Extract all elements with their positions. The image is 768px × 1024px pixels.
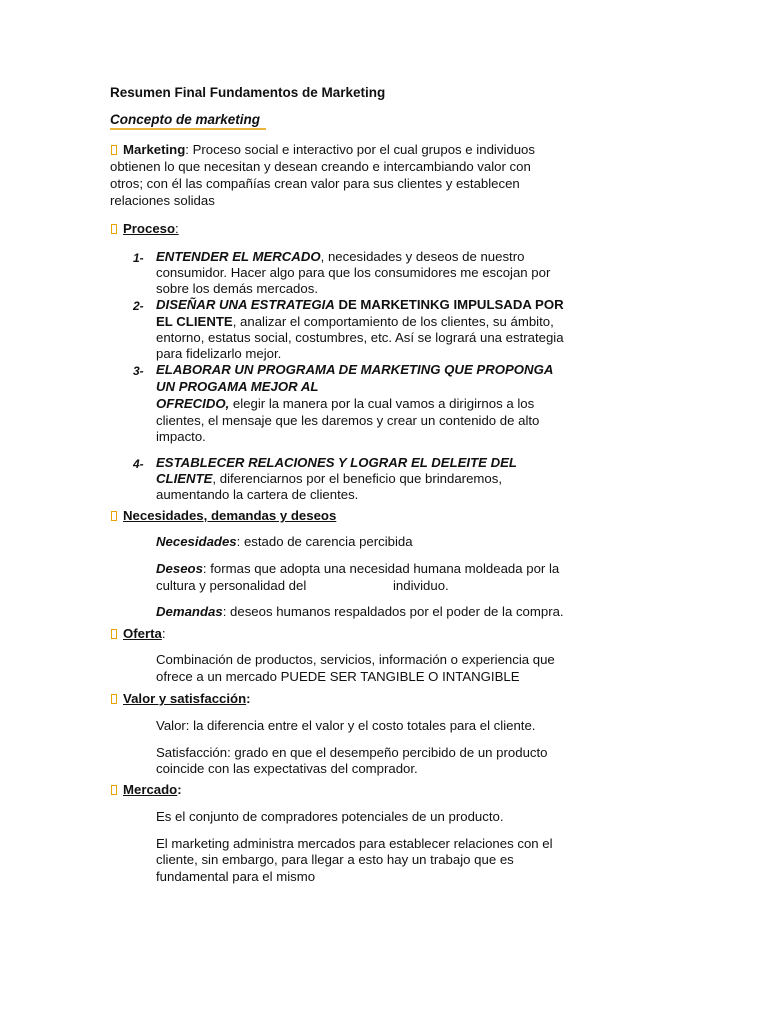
satisfaccion-line-1: Satisfacción: grado en que el desempeño percibido de un producto <box>156 745 548 760</box>
document-title: Resumen Final Fundamentos de Marketing <box>110 85 386 100</box>
list-item-line: DISEÑAR UNA ESTRATEGIA DE MARKETINKG IMPULSADA POR <box>156 297 564 312</box>
list-item-line: aumentando la cartera de clientes. <box>156 487 359 502</box>
section-subtitle: Concepto de marketing <box>110 112 261 127</box>
mercado-heading: Mercado: <box>123 782 182 797</box>
bullet-icon <box>111 224 117 234</box>
list-item-line: para fidelizarlo mejor. <box>156 346 282 361</box>
list-item-line: consumidor. Hacer algo para que los consumidores me escojan por <box>156 265 551 280</box>
list-item-line: impacto. <box>156 429 206 444</box>
list-item-line: OFRECIDO, elegir la manera por la cual vamos a dirigirnos a los <box>156 396 535 411</box>
list-item-line: UN PROGAMA MEJOR AL <box>156 379 319 394</box>
marketing-line-1: Marketing: Proceso social e interactivo por el cual grupos e individuos <box>123 142 535 157</box>
satisfaccion-line-2: coincide con las expectativas del comprador. <box>156 761 418 776</box>
mercado-paragraph-1: Es el conjunto de compradores potenciales de un producto. <box>156 809 504 824</box>
mercado-paragraph-2-line-3: fundamental para el mismo <box>156 869 316 884</box>
list-item-line: EL CLIENTE, analizar el comportamiento de los clientes, su ámbito, <box>156 314 554 329</box>
necesidades-definition: Necesidades: estado de carencia percibida <box>156 534 413 549</box>
list-item-line: ELABORAR UN PROGRAMA DE MARKETING QUE PROPONGA <box>156 362 554 377</box>
necesidades-heading: Necesidades, demandas y deseos <box>123 508 337 523</box>
valor-line: Valor: la diferencia entre el valor y el costo totales para el cliente. <box>156 718 536 733</box>
mercado-paragraph-2-line-2: cliente, sin embargo, para llegar a esto hay un trabajo que es <box>156 852 514 867</box>
bullet-icon <box>111 629 117 639</box>
list-item-line: ENTENDER EL MERCADO, necesidades y deseos de nuestro <box>156 249 525 264</box>
list-item-line: clientes, el mensaje que les daremos y crear un contenido de alto <box>156 413 540 428</box>
proceso-heading: Proceso: <box>123 221 179 236</box>
deseos-definition-line-2a: cultura y personalidad del <box>156 578 307 593</box>
list-item-line: sobre los demás mercados. <box>156 281 318 296</box>
list-number: 3- <box>133 364 144 378</box>
list-number: 1- <box>133 251 144 265</box>
oferta-line-1: Combinación de productos, servicios, información o experiencia que <box>156 652 555 667</box>
bullet-icon <box>111 145 117 155</box>
deseos-definition-line-2b: individuo. <box>393 578 449 593</box>
list-item-line: entorno, estatus social, costumbres, etc. Así se logrará una estrategia <box>156 330 564 345</box>
bullet-icon <box>111 511 117 521</box>
bullet-icon <box>111 694 117 704</box>
mercado-paragraph-2-line-1: El marketing administra mercados para establecer relaciones con el <box>156 836 553 851</box>
bullet-icon <box>111 785 117 795</box>
deseos-definition-line-1: Deseos: formas que adopta una necesidad humana moldeada por la <box>156 561 560 576</box>
demandas-definition: Demandas: deseos humanos respaldados por el poder de la compra. <box>156 604 564 619</box>
marketing-line-3: otros; con él las compañías crean valor para sus clientes y establecen <box>110 176 520 191</box>
list-number: 4- <box>133 457 144 471</box>
marketing-line-2: obtienen lo que necesitan y desean creando e intercambiando valor con <box>110 159 531 174</box>
list-item-line: CLIENTE, diferenciarnos por el beneficio que brindaremos, <box>156 471 502 486</box>
subtitle-underline <box>110 128 266 130</box>
list-item-line: ESTABLECER RELACIONES Y LOGRAR EL DELEITE DEL <box>156 455 517 470</box>
oferta-heading: Oferta: <box>123 626 166 641</box>
valor-heading: Valor y satisfacción: <box>123 691 251 706</box>
oferta-line-2: ofrece a un mercado PUEDE SER TANGIBLE O INTANGIBLE <box>156 669 520 684</box>
marketing-line-4: relaciones solidas <box>110 193 215 208</box>
list-number: 2- <box>133 299 144 313</box>
